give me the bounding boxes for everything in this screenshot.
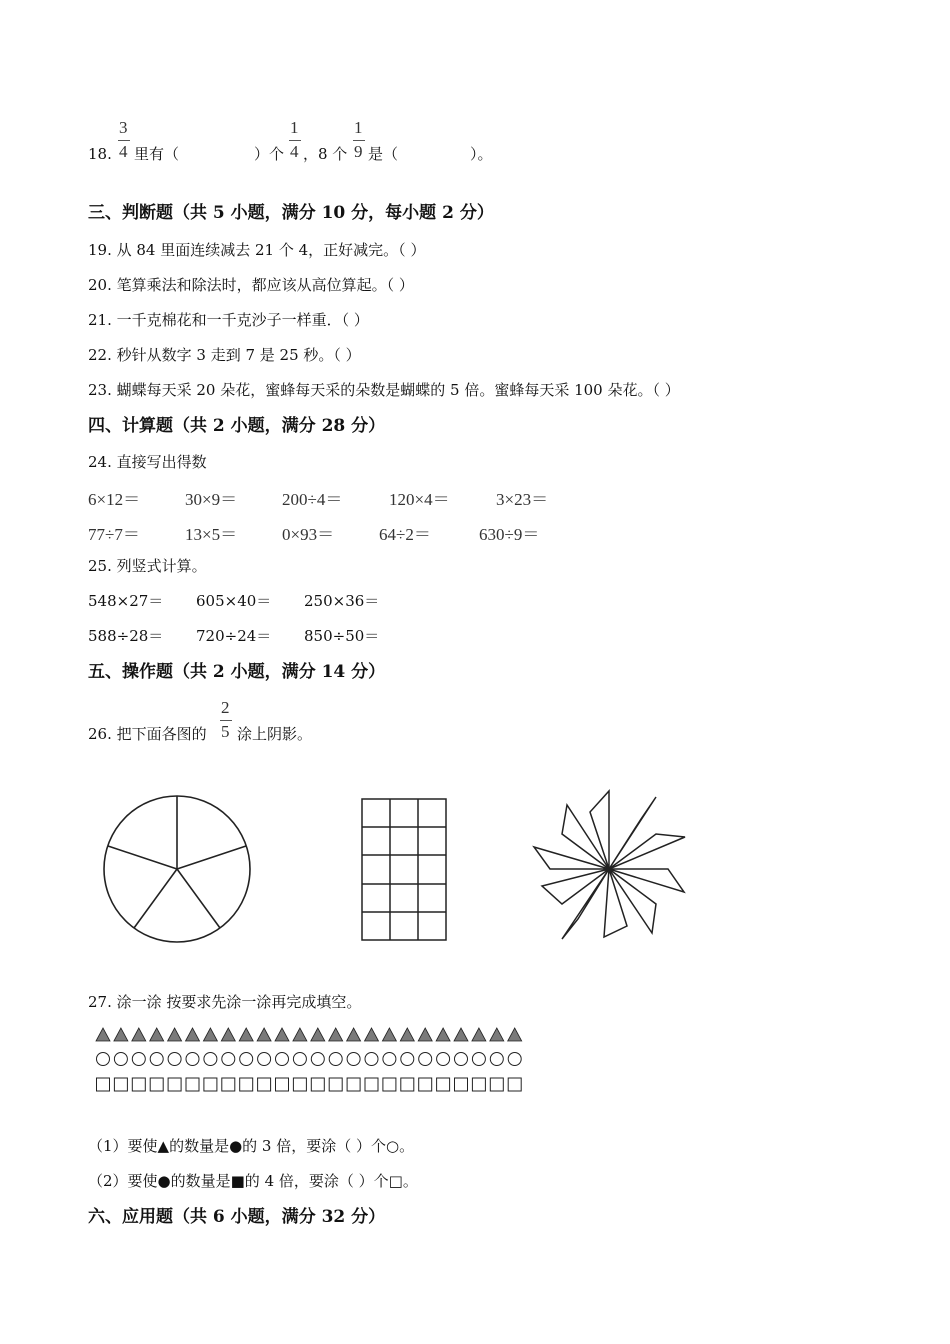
circle-shape[interactable] (186, 1053, 199, 1066)
question-21: 21. 一千克棉花和一千克沙子一样重．（ ） (88, 311, 369, 329)
calc-item: 3×23＝ (496, 490, 549, 509)
square-shape[interactable] (293, 1078, 306, 1091)
circle-shape[interactable] (455, 1053, 468, 1066)
square-shape[interactable] (186, 1078, 199, 1091)
circle-shape[interactable] (276, 1053, 289, 1066)
triangle-shape (472, 1028, 486, 1041)
circle-shape[interactable] (114, 1053, 127, 1066)
square-row[interactable] (97, 1078, 522, 1091)
question-22: 22. 秒针从数字 3 走到 7 是 25 秒。（ ） (88, 346, 361, 364)
square-shape[interactable] (204, 1078, 217, 1091)
vertical-calc-item: 605×40＝ (196, 592, 272, 610)
grid-rectangle-figure[interactable] (362, 799, 446, 940)
circle-shape[interactable] (240, 1053, 253, 1066)
vertical-calc-item: 588÷28＝ (88, 627, 164, 645)
q18-number: 18. (88, 145, 112, 163)
triangle-shape (400, 1028, 414, 1041)
q18-frac1-numerator: 3 (119, 118, 128, 137)
circle-shape[interactable] (293, 1053, 306, 1066)
triangle-shape (382, 1028, 396, 1041)
calc-item: 64÷2＝ (379, 525, 431, 544)
triangle-shape (436, 1028, 450, 1041)
square-shape[interactable] (311, 1078, 324, 1091)
calc-item: 120×4＝ (389, 490, 450, 509)
question-19: 19. 从 84 里面连续减去 21 个 4，正好减完。（ ） (88, 241, 426, 259)
circle-row[interactable] (97, 1053, 522, 1066)
vertical-calc-item: 250×36＝ (304, 592, 380, 610)
square-shape[interactable] (401, 1078, 414, 1091)
triangle-shape (221, 1028, 235, 1041)
circle-shape[interactable] (168, 1053, 181, 1066)
question-24: 24. 直接写出得数 (88, 453, 207, 471)
square-shape[interactable] (419, 1078, 432, 1091)
triangle-shape (150, 1028, 164, 1041)
section-4-title: 四、计算题（共 2 小题，满分 28 分） (88, 416, 386, 436)
triangle-shape (96, 1028, 110, 1041)
circle-shape[interactable] (437, 1053, 450, 1066)
fill-in-2: （2）要使●的数量是■的 4 倍，要涂（ ）个□。 (88, 1172, 418, 1190)
circle-shape[interactable] (97, 1053, 110, 1066)
calc-item: 200÷4＝ (282, 490, 343, 509)
square-shape[interactable] (222, 1078, 235, 1091)
triangle-shape (239, 1028, 253, 1041)
circle-shape[interactable] (419, 1053, 432, 1066)
calc-item: 630÷9＝ (479, 525, 540, 544)
vertical-calc-item: 720÷24＝ (196, 627, 272, 645)
question-23: 23. 蝴蝶每天采 20 朵花，蜜蜂每天采的朵数是蝴蝶的 5 倍。蜜蜂每天采 100 朵花。（ ） (88, 381, 680, 399)
fill-in-1: （1）要使▲的数量是●的 3 倍，要涂（ ）个○。 (88, 1137, 415, 1155)
square-shape[interactable] (132, 1078, 145, 1091)
question-27: 27. 涂一涂 按要求先涂一涂再完成填空。 (88, 993, 362, 1011)
section-6-title: 六、应用题（共 6 小题，满分 32 分） (88, 1207, 386, 1227)
triangle-row (96, 1028, 522, 1041)
square-shape[interactable] (490, 1078, 503, 1091)
square-shape[interactable] (168, 1078, 181, 1091)
q18-text-4: 是（ (368, 145, 399, 163)
q18-text-3: ，8 个 (303, 145, 348, 163)
triangle-shape (257, 1028, 271, 1041)
square-shape[interactable] (114, 1078, 127, 1091)
q26-text-post: 涂上阴影。 (237, 725, 313, 743)
circle-shape[interactable] (204, 1053, 217, 1066)
square-shape[interactable] (240, 1078, 253, 1091)
triangle-shape (275, 1028, 289, 1041)
pinwheel-figure[interactable] (534, 791, 685, 939)
question-20: 20. 笔算乘法和除法时，都应该从高位算起。（ ） (88, 276, 414, 294)
q18-text-2: ）个 (254, 145, 285, 163)
triangle-shape (418, 1028, 432, 1041)
square-shape[interactable] (437, 1078, 450, 1091)
q18-frac1-denominator: 4 (119, 142, 128, 161)
triangle-shape (114, 1028, 128, 1041)
triangle-shape (454, 1028, 468, 1041)
question-25: 25. 列竖式计算。 (88, 557, 207, 575)
calc-item: 6×12＝ (88, 490, 141, 509)
square-shape[interactable] (258, 1078, 271, 1091)
triangle-row-text (0, 0, 1, 1)
square-shape[interactable] (508, 1078, 521, 1091)
circle-shape[interactable] (258, 1053, 271, 1066)
calc-item: 30×9＝ (185, 490, 238, 509)
square-shape[interactable] (472, 1078, 485, 1091)
vertical-calc-item: 548×27＝ (88, 592, 164, 610)
triangle-shape (168, 1028, 182, 1041)
triangle-shape (329, 1028, 343, 1041)
circle-shape[interactable] (222, 1053, 235, 1066)
q18-frac2-denominator: 4 (290, 142, 299, 161)
q26-text-pre: 26. 把下面各图的 (88, 725, 207, 743)
triangle-shape (132, 1028, 146, 1041)
q18-frac2-numerator: 1 (290, 118, 299, 137)
shapes-rows (94, 1025, 534, 1097)
q26-frac-numerator: 2 (221, 698, 230, 717)
shading-figures (95, 788, 715, 958)
section-5-title: 五、操作题（共 2 小题，满分 14 分） (88, 662, 386, 682)
circle-shape[interactable] (472, 1053, 485, 1066)
q18-text-5: ）。 (470, 145, 493, 163)
triangle-shape (186, 1028, 200, 1041)
circle-shape[interactable] (132, 1053, 145, 1066)
q18-frac3-denominator: 9 (354, 142, 363, 161)
square-shape[interactable] (365, 1078, 378, 1091)
triangle-shape (293, 1028, 307, 1041)
vertical-calc-item: 850÷50＝ (304, 627, 380, 645)
circle-shape[interactable] (311, 1053, 324, 1066)
circle-five-parts-figure[interactable] (104, 796, 250, 942)
calc-item: 77÷7＝ (88, 525, 140, 544)
square-shape[interactable] (455, 1078, 468, 1091)
triangle-shape (347, 1028, 361, 1041)
triangle-shape (365, 1028, 379, 1041)
circle-shape[interactable] (383, 1053, 396, 1066)
square-shape[interactable] (347, 1078, 360, 1091)
calc-item: 0×93＝ (282, 525, 335, 544)
circle-shape[interactable] (490, 1053, 503, 1066)
square-shape[interactable] (97, 1078, 110, 1091)
q26-frac-denominator: 5 (221, 722, 230, 741)
circle-shape[interactable] (329, 1053, 342, 1066)
circle-shape[interactable] (401, 1053, 414, 1066)
triangle-shape (311, 1028, 325, 1041)
q18-frac3-numerator: 1 (354, 118, 363, 137)
circle-shape[interactable] (347, 1053, 360, 1066)
square-shape[interactable] (329, 1078, 342, 1091)
triangle-shape (508, 1028, 522, 1041)
section-3-title: 三、判断题（共 5 小题，满分 10 分，每小题 2 分） (88, 203, 494, 223)
square-shape[interactable] (150, 1078, 163, 1091)
square-shape[interactable] (276, 1078, 289, 1091)
triangle-shape (203, 1028, 217, 1041)
circle-shape[interactable] (150, 1053, 163, 1066)
circle-shape[interactable] (365, 1053, 378, 1066)
square-shape[interactable] (383, 1078, 396, 1091)
triangle-shape (490, 1028, 504, 1041)
circle-shape[interactable] (508, 1053, 521, 1066)
calc-item: 13×5＝ (185, 525, 238, 544)
q18-text-1: 里有（ (134, 145, 180, 163)
